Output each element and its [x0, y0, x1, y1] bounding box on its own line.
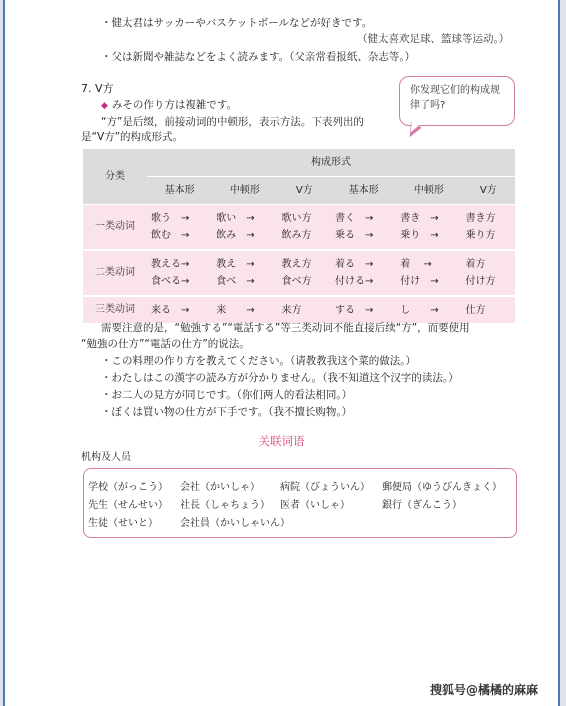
note-text: “勉強の仕方”“電話の仕方”的说法。: [81, 338, 250, 350]
row-label: 一类动词: [83, 205, 147, 251]
vocabulary-box: [83, 468, 517, 538]
watermark-footer: 搜狐号@橘橘的麻麻: [429, 683, 538, 697]
table-cell: 書く → 乗る →: [331, 205, 396, 251]
example-sentence: ・わたしはこの漢字の読み方が分かりません。（我不知道这个汉字的读法。）: [101, 372, 459, 384]
vocab-item: 学校（がっこう）: [88, 482, 168, 493]
diamond-icon: ◆: [101, 101, 108, 111]
table-subheader: 基本形: [147, 177, 212, 205]
textbook-page: [3, 0, 560, 706]
table-subheader: V方: [462, 177, 515, 205]
example-translation: （健太喜欢足球、篮球等运动。）: [357, 33, 510, 45]
table-subheader: V方: [278, 177, 331, 205]
vocab-item: 銀行（ぎんこう）: [382, 500, 462, 511]
table-subheader: 中顿形: [212, 177, 277, 205]
section-description: 是“V方”的构成形式。: [81, 131, 184, 143]
section-description: “方”是后缀，前接动词的中顿形，表示方法。下表列出的: [101, 116, 364, 128]
example-sentence: ・ぼくは買い物の仕方が下手です。（我不擅长购物。）: [101, 406, 353, 418]
related-words-title: 关联词语: [258, 434, 305, 448]
table-row: [83, 296, 515, 324]
example-sentence: ・父は新聞や雑誌などをよく読みます。（父亲常看报纸、杂志等。）: [101, 51, 416, 63]
table-cell: 仕方: [462, 296, 515, 324]
table-cell: 歌う → 飲む →: [147, 205, 212, 251]
table-subheader: 中顿形: [396, 177, 461, 205]
vocab-item: 病院（びょういん）: [280, 482, 370, 493]
table-cell: 来る →: [147, 296, 212, 324]
row-label: 三类动词: [83, 296, 147, 324]
table-cell: 書き → 乗り →: [396, 205, 461, 251]
table-cell: 着方 付け方: [462, 250, 515, 296]
table-cell: 教え方 食べ方: [278, 250, 331, 296]
vocab-item: 先生（せんせい）: [88, 500, 168, 511]
conjugation-table: [83, 149, 515, 325]
table-row: [83, 205, 515, 251]
vocab-item: 社長（しゃちょう）: [180, 500, 270, 511]
row-label: 二类动词: [83, 250, 147, 296]
vocab-item: 医者（いしゃ）: [280, 500, 350, 511]
table-cell: 来方: [278, 296, 331, 324]
callout-bubble: 你发现它们的构成规律了吗?: [399, 76, 515, 126]
table-cell: 歌い → 飲み →: [212, 205, 277, 251]
related-words-subtitle: 机构及人员: [81, 452, 131, 463]
vocab-item: 会社員（かいしゃいん）: [180, 518, 290, 529]
vocab-item: 生徒（せいと）: [88, 518, 158, 529]
table-cell: する →: [331, 296, 396, 324]
table-cell: 教え → 食べ →: [212, 250, 277, 296]
table-cell: 着 → 付け →: [396, 250, 461, 296]
example-sentence: ・この料理の作り方を教えてください。（请教教我这个菜的做法。）: [101, 355, 416, 367]
table-header-class: 分类: [83, 149, 147, 205]
example-sentence: ・お二人の見方が同じです。（你们两人的看法相同。）: [101, 389, 353, 401]
vocab-item: 郵便局（ゆうびんきょく）: [382, 482, 502, 493]
table-cell: 着る → 付ける→: [331, 250, 396, 296]
vocab-item: 会社（かいしゃ）: [180, 482, 260, 493]
table-cell: 来 →: [212, 296, 277, 324]
example-sentence: ・健太君はサッカーやバスケットボールなどが好きです。: [101, 17, 373, 29]
note-text: 需要注意的是，“勉強する”“電話する”等三类动词不能直接后续“方”，而要使用: [101, 322, 470, 334]
table-row: [83, 250, 515, 296]
section-subtitle-row: [101, 98, 237, 112]
section-title: 7. V方: [81, 82, 114, 95]
table-cell: 書き方 乗り方: [462, 205, 515, 251]
table-subheader: 基本形: [331, 177, 396, 205]
section-subtitle: みその作り方は複雑です。: [111, 99, 238, 111]
table-cell: し →: [396, 296, 461, 324]
table-header-form: 构成形式: [147, 149, 515, 177]
table-cell: 教える→ 食べる→: [147, 250, 212, 296]
table-cell: 歌い方 飲み方: [278, 205, 331, 251]
